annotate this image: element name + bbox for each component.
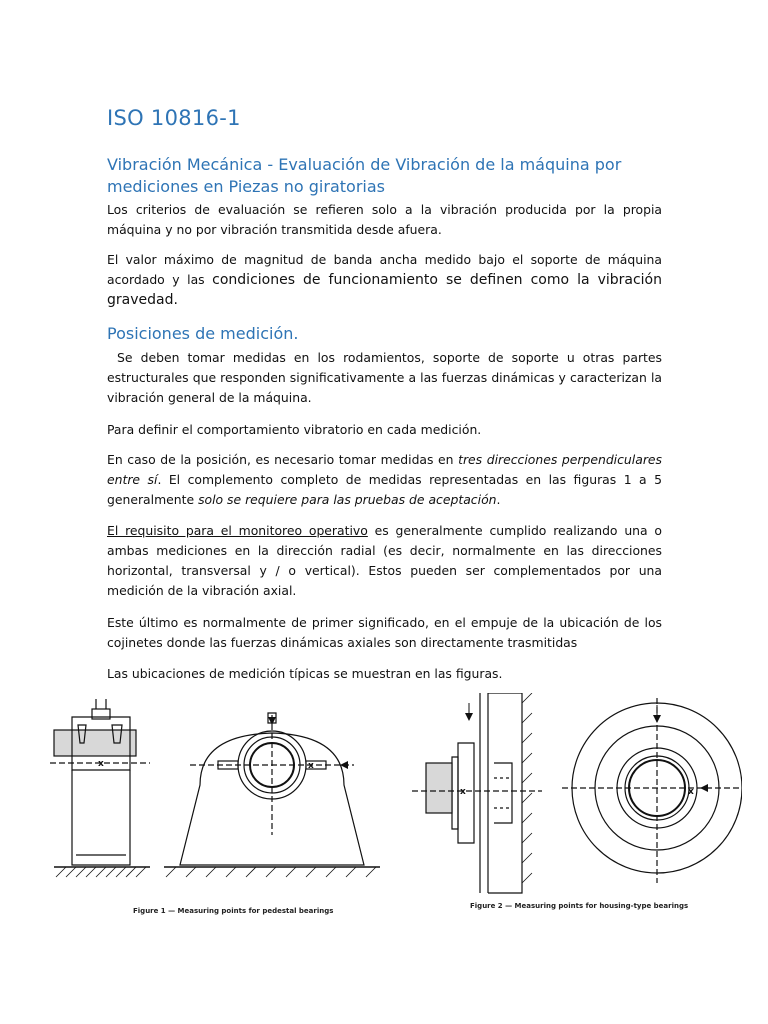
paragraph-requirement: [107, 521, 662, 601]
paragraph-position: [107, 450, 662, 510]
paragraph-position-part3: .: [496, 492, 501, 507]
paragraph-measurements: Se deben tomar medidas en los rodamientos, soporte de soporte u otras partes estructurales que responden significativamente a las fuerzas dinámicas y caracterizan la vibración general de la máquina.: [107, 350, 662, 405]
paragraph-max-value: [107, 250, 662, 310]
figure-2-mark-a: x: [460, 787, 466, 797]
section-heading: Posiciones de medición.: [107, 324, 299, 343]
paragraph-position-part2: . El complemento completo de medidas representadas en las figuras 1 a 5 generalmente: [107, 472, 663, 507]
figure-1-caption: Figure 1 — Measuring points for pedestal bearings: [133, 907, 334, 915]
figure-2-caption: Figure 2 — Measuring points for housing-type bearings: [470, 902, 689, 910]
figure-1-mark-a: x: [98, 759, 104, 769]
figure-1-drawing: [50, 695, 380, 910]
figure-2-mark-b: x: [688, 787, 694, 797]
document-title: ISO 10816-1: [107, 106, 241, 130]
paragraph-position-part1: En caso de la posición, es necesario tomar medidas en: [107, 452, 459, 467]
figure-2-drawing: [412, 693, 742, 898]
paragraph-max-value-part1: El valor máximo de magnitud de banda ancha medido bajo el soporte de máquina acordado y las: [107, 252, 662, 287]
paragraph-requirement-rest: es generalmente cumplido realizando una o ambas mediciones en la dirección radial (es decir, normalmente en las direcciones horizontal, transversal y / o vertical). Estos pueden ser complementados por una medición de la vibración axial.: [107, 523, 663, 598]
paragraph-position-italic2: solo se requiere para las pruebas de aceptación: [198, 492, 497, 507]
paragraph-max-value-part2: condiciones de funcionamiento se definen como la vibración gravedad.: [107, 272, 662, 308]
paragraph-position-italic1: tres direcciones perpendiculares entre sí: [107, 452, 662, 487]
figure-1-mark-b: x: [308, 761, 314, 771]
paragraph-criteria: Los criterios de evaluación se refieren solo a la vibración producida por la propia máquina y no por vibración transmitida desde afuera.: [107, 202, 662, 237]
paragraph-define: Para definir el comportamiento vibratorio en cada medición.: [107, 422, 482, 437]
paragraph-axial: Este último es normalmente de primer significado, en el empuje de la ubicación de los cojinetes donde las fuerzas dinámicas axiales son directamente trasmitidas: [107, 615, 662, 650]
document-subtitle: Vibración Mecánica - Evaluación de Vibración de la máquina por mediciones en Piezas no giratorias: [107, 155, 622, 196]
paragraph-locations: Las ubicaciones de medición típicas se muestran en las figuras.: [107, 666, 503, 681]
paragraph-requirement-underline: El requisito para el monitoreo operativo: [107, 523, 368, 538]
